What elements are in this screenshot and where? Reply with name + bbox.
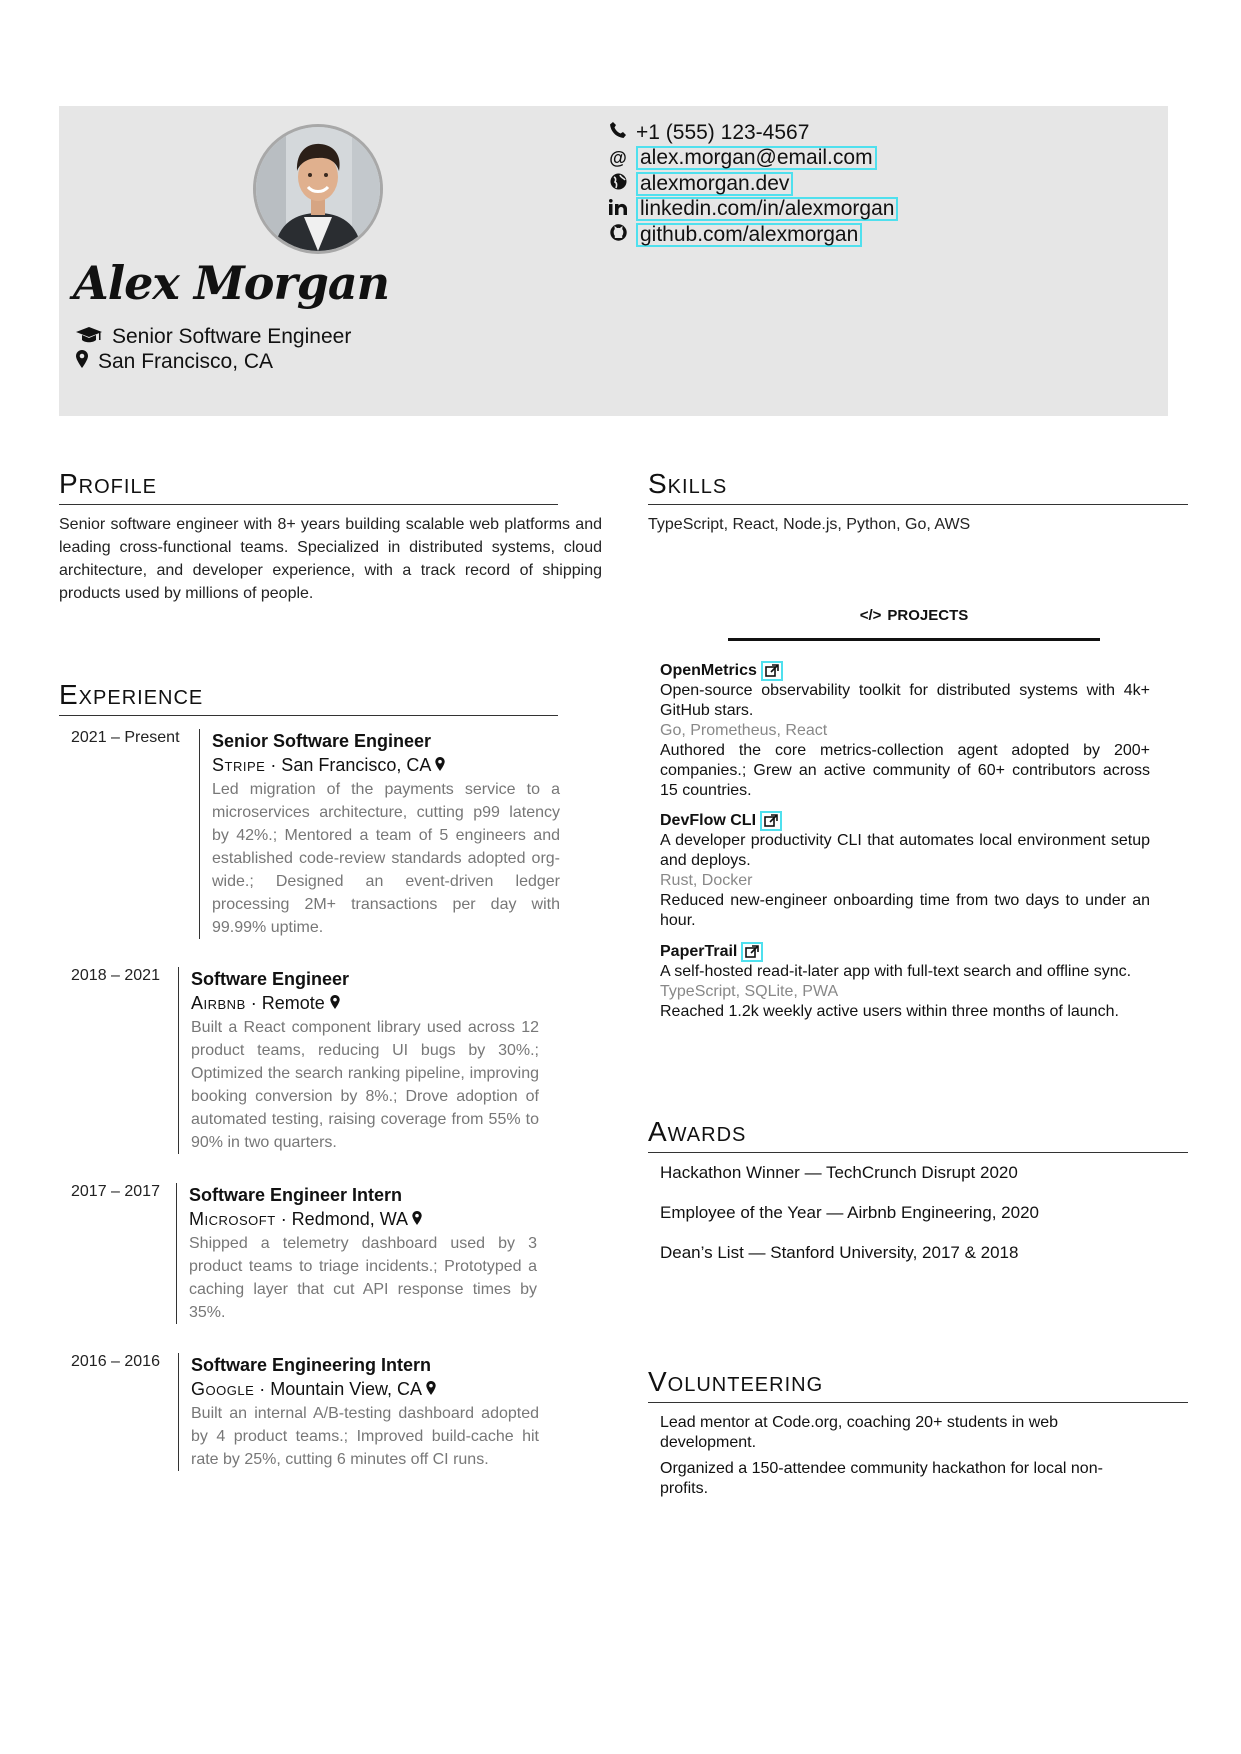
job-location: · Mountain View, CA <box>259 1379 422 1399</box>
volunteer-item: Organized a 150-attendee community hackathon for local non-profits. <box>660 1460 1103 1497</box>
map-marker-icon <box>435 755 445 775</box>
phone-value: +1 (555) 123-4567 <box>636 120 810 144</box>
job-dates: 2018 – 2021 <box>71 967 160 984</box>
email-link[interactable]: alex.morgan@email.com <box>636 146 877 170</box>
header-location-line <box>76 350 273 374</box>
job-role: Software Engineer Intern <box>189 1185 403 1205</box>
job-role: Software Engineering Intern <box>191 1355 432 1375</box>
job-company: Google <box>191 1379 255 1399</box>
project-description: A developer productivity CLI that automates local environment setup and deploys. <box>660 832 1150 869</box>
projects-heading <box>728 607 1100 641</box>
map-marker-icon <box>76 350 90 374</box>
job-role: Software Engineer <box>191 969 350 989</box>
job-dates: 2016 – 2016 <box>71 1353 160 1370</box>
job-org <box>191 991 539 1015</box>
project-tech: Go, Prometheus, React <box>660 722 828 739</box>
volunteering-heading: Volunteering <box>648 1366 1188 1403</box>
header-title: Senior Software Engineer <box>112 325 352 348</box>
contact-email[interactable] <box>606 146 898 172</box>
project-name-row <box>660 942 1150 962</box>
job-org <box>212 753 560 777</box>
job-body <box>178 967 539 1154</box>
award-item: Employee of the Year — Airbnb Engineering, 2020 <box>660 1203 1039 1222</box>
job-description: Led migration of the payments service to a microservices architecture, cutting p99 latency by 42%.; Mentored a team of 5 engineers and established code-review standards adopted org-wide.; Designed an event-driven ledger processing 2M+ transactions per day with 99.99% uptime. <box>212 781 560 936</box>
job-body <box>178 1353 539 1471</box>
project-tech: TypeScript, SQLite, PWA <box>660 983 839 1000</box>
project-item <box>660 942 1150 1022</box>
contact-website[interactable] <box>606 171 898 197</box>
volunteer-item: Lead mentor at Code.org, coaching 20+ students in web development. <box>660 1414 1059 1451</box>
linkedin-link[interactable]: linkedin.com/in/alexmorgan <box>636 197 898 221</box>
job-body <box>176 1183 537 1324</box>
website-link[interactable]: alexmorgan.dev <box>636 172 793 196</box>
awards-heading: Awards <box>648 1116 1188 1153</box>
project-result: Authored the core metrics-collection agent adopted by 200+ companies.; Grew an active community of 60+ contributors across 15 countries. <box>660 742 1150 799</box>
avatar <box>253 124 383 254</box>
job-org <box>189 1207 537 1231</box>
linkedin-icon <box>606 199 630 220</box>
skills-heading: Skills <box>648 468 1188 505</box>
avatar-photo <box>256 127 380 251</box>
header-location: San Francisco, CA <box>98 350 274 373</box>
github-link[interactable]: github.com/alexmorgan <box>636 223 862 247</box>
job-company: Airbnb <box>191 993 246 1013</box>
job-dates: 2017 – 2017 <box>71 1183 160 1200</box>
job-description: Built a React component library used across 12 product teams, reducing UI bugs by 30%.; Optimized the search ranking pipeline, improving booking conversion by 8%.; Drove adoption of automated testing, raising coverage from 55% to 90% in two quarters. <box>191 1019 539 1151</box>
job-org <box>191 1377 539 1401</box>
projects-heading-label: PROJECTS <box>887 607 969 624</box>
job-role: Senior Software Engineer <box>212 731 432 751</box>
contact-github[interactable] <box>606 222 898 248</box>
job-location: · San Francisco, CA <box>270 755 431 775</box>
job-body <box>199 729 560 939</box>
profile-heading: Profile <box>59 468 558 505</box>
job-description: Built an internal A/B-testing dashboard adopted by 4 product teams.; Improved build-cache hit rate by 25%, cutting 6 minutes off CI runs. <box>191 1405 539 1468</box>
job-location: · Remote <box>250 993 325 1013</box>
header-title-line <box>76 325 351 349</box>
external-link-icon[interactable] <box>760 811 782 831</box>
project-name-row <box>660 661 1150 681</box>
map-marker-icon <box>426 1379 436 1399</box>
external-link-icon[interactable] <box>741 942 763 962</box>
github-icon <box>606 224 630 246</box>
job-company: Stripe <box>212 755 266 775</box>
profile-text: Senior software engineer with 8+ years building scalable web platforms and leading cross-functional teams. Specialized in distributed systems, cloud architecture, and developer experience, with a track record of shipping products used by millions of people. <box>59 516 602 602</box>
project-name: DevFlow CLI <box>660 812 757 829</box>
contact-linkedin[interactable] <box>606 197 898 223</box>
contact-list <box>606 120 898 248</box>
at-icon: @ <box>609 147 627 168</box>
project-result: Reduced new-engineer onboarding time from two days to under an hour. <box>660 892 1150 929</box>
project-item <box>660 811 1150 931</box>
map-marker-icon <box>330 993 340 1013</box>
contact-phone <box>606 120 898 146</box>
job-location: · Redmond, WA <box>280 1209 408 1229</box>
project-description: Open-source observability toolkit for distributed systems with 4k+ GitHub stars. <box>660 682 1150 719</box>
award-item: Hackathon Winner — TechCrunch Disrupt 2020 <box>660 1163 1018 1182</box>
project-result: Reached 1.2k weekly active users within three months of launch. <box>660 1003 1119 1020</box>
project-item <box>660 661 1150 801</box>
external-link-icon[interactable] <box>761 661 783 681</box>
skills-text: TypeScript, React, Node.js, Python, Go, AWS <box>648 516 971 533</box>
phone-icon <box>606 122 630 143</box>
job-description: Shipped a telemetry dashboard used by 3 product teams to triage incidents.; Prototyped a caching layer that cut API response times by 35%. <box>189 1235 537 1321</box>
graduation-cap-icon <box>76 325 98 349</box>
project-name-row <box>660 811 1150 831</box>
globe-icon <box>606 173 630 195</box>
code-icon: </> <box>859 607 882 624</box>
award-item: Dean’s List — Stanford University, 2017 & 2018 <box>660 1243 1019 1262</box>
candidate-name: Alex Morgan <box>73 256 390 310</box>
project-tech: Rust, Docker <box>660 872 753 889</box>
project-description: A self-hosted read-it-later app with full-text search and offline sync. <box>660 963 1132 980</box>
job-dates: 2021 – Present <box>71 729 180 746</box>
project-name: OpenMetrics <box>660 662 757 679</box>
project-name: PaperTrail <box>660 943 738 960</box>
map-marker-icon <box>412 1209 422 1229</box>
experience-heading: Experience <box>59 679 558 716</box>
job-company: Microsoft <box>189 1209 276 1229</box>
